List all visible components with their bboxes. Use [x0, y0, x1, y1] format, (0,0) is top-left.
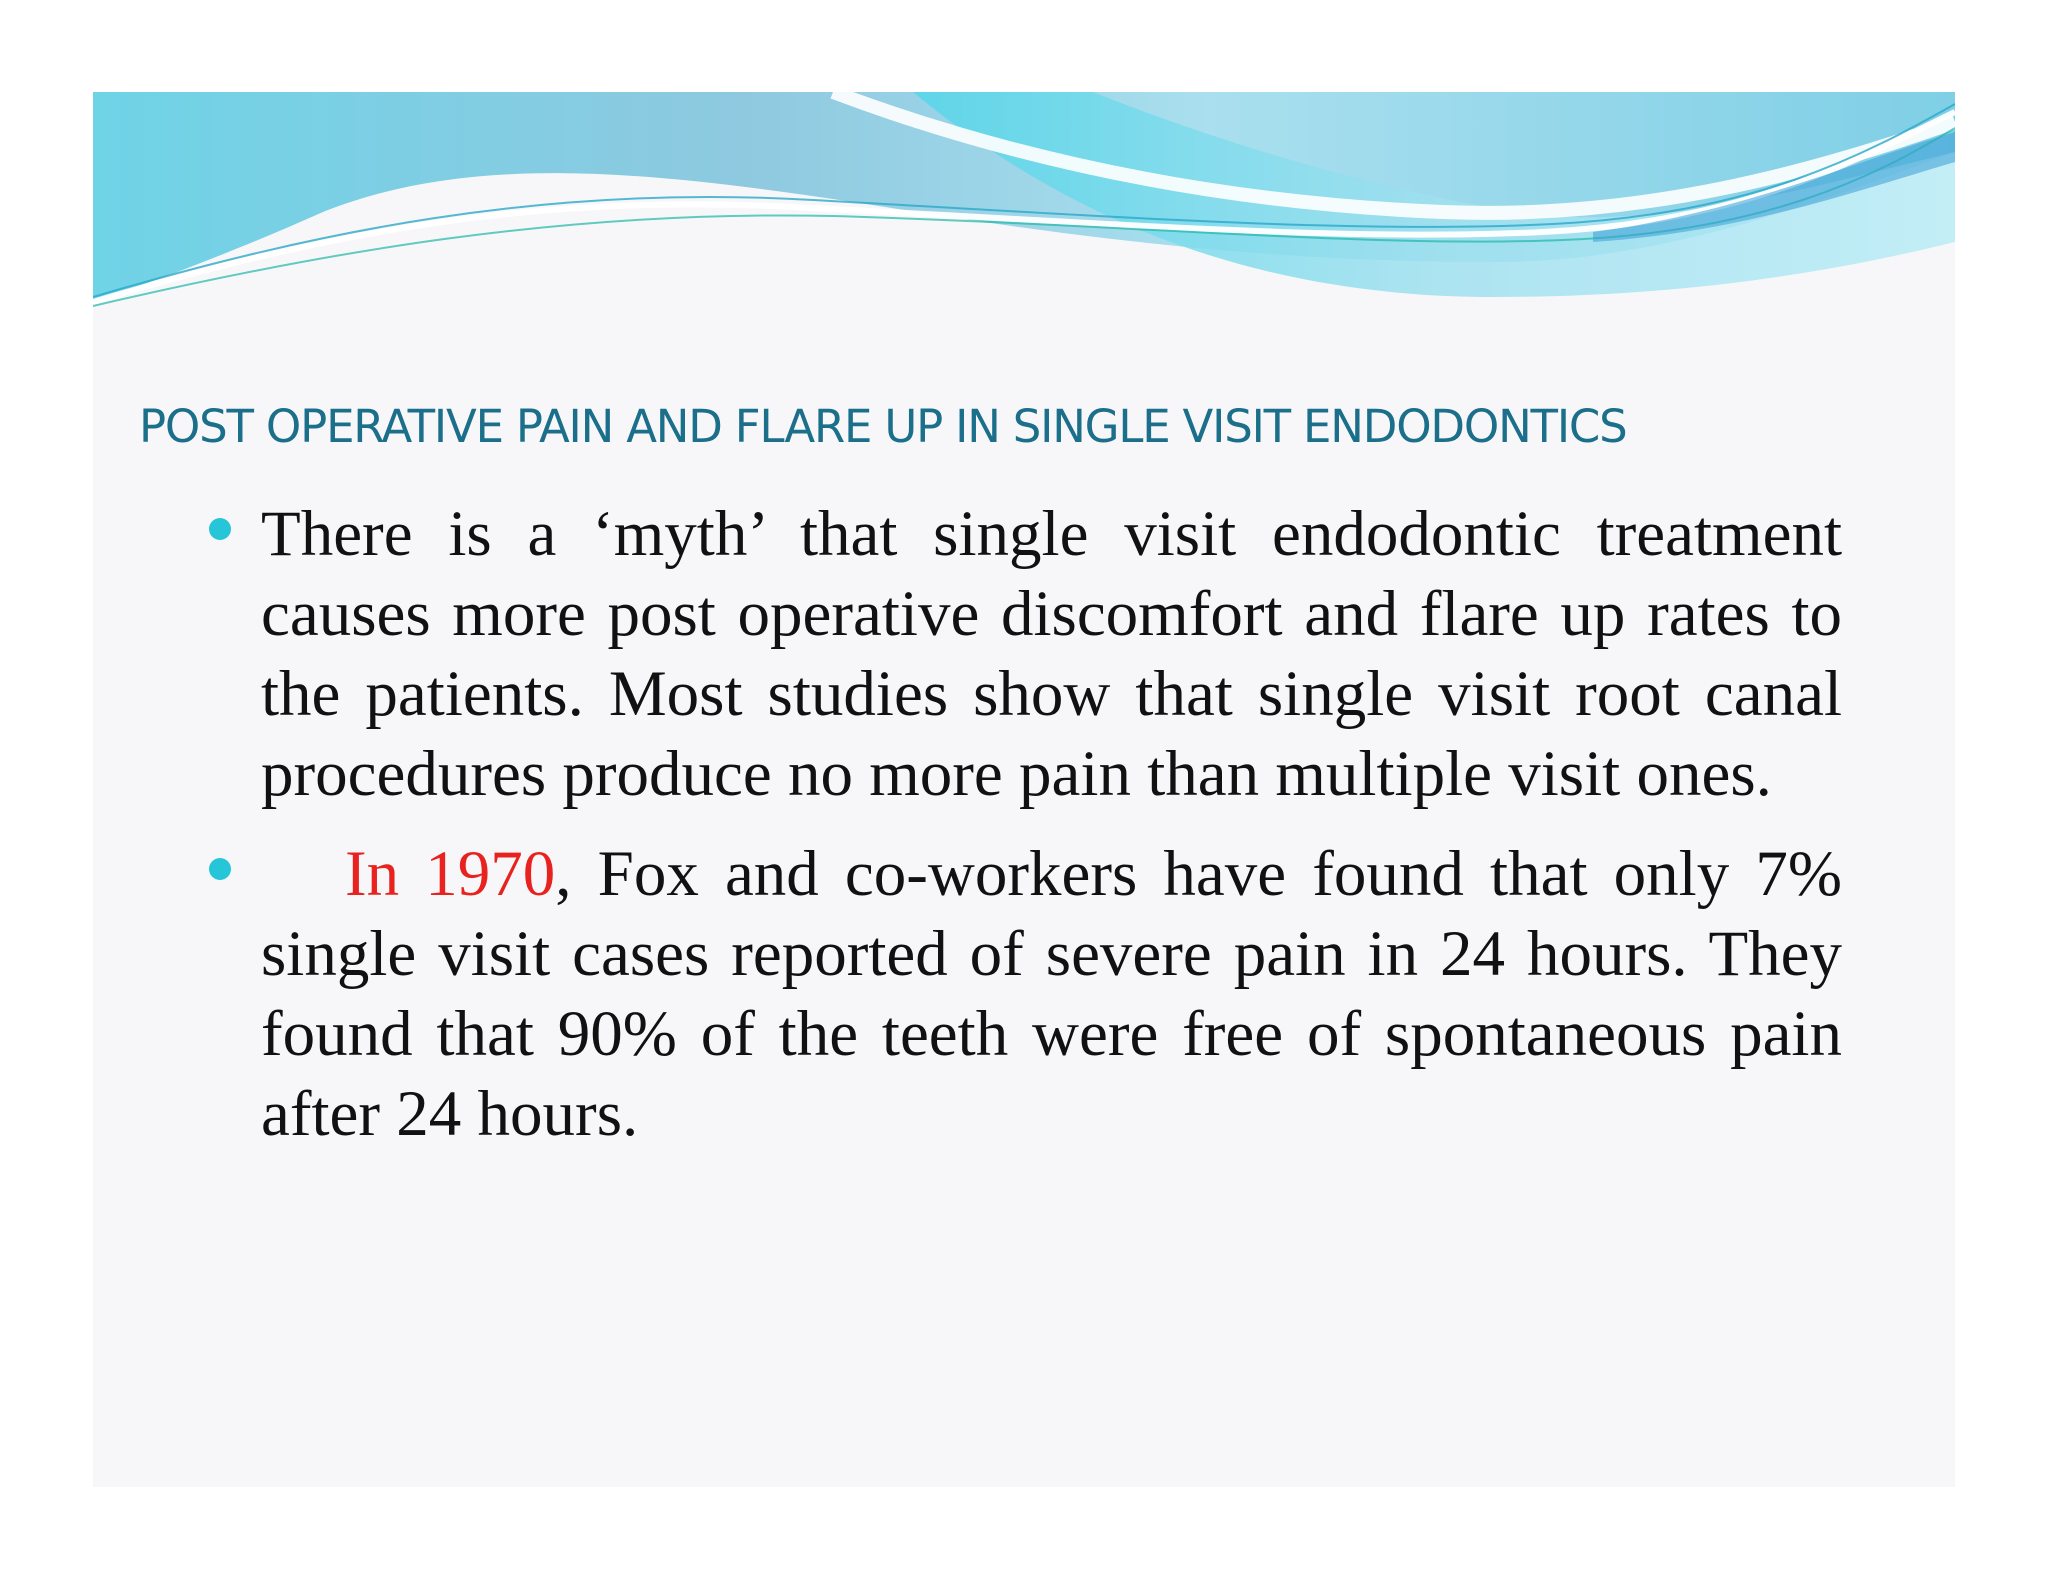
slide-title: POST OPERATIVE PAIN AND FLARE UP IN SINGLE VISIT ENDODONTICS	[139, 400, 1627, 453]
bullet-list	[93, 494, 1955, 1154]
bullet-text: , Fox and co-workers have found that only 7% single visit cases reported of severe pain in 24 hours. They found that 90% of the teeth were free of spontaneous pain after 24 hours.	[261, 838, 1842, 1150]
bullet-item-myth	[261, 494, 1842, 814]
highlight-year: In 1970	[345, 838, 556, 910]
slide	[93, 92, 1955, 1487]
bullet-item-fox-study	[261, 834, 1842, 1154]
bullet-icon	[209, 858, 231, 880]
bullet-text: There is a ‘myth’ that single visit endodontic treatment causes more post operative discomfort and flare up rates to the patients. Most studies show that single visit root canal procedures produce no more pain than multiple visit ones.	[261, 498, 1842, 810]
bullet-icon	[209, 518, 231, 540]
wave-banner	[93, 92, 1955, 307]
